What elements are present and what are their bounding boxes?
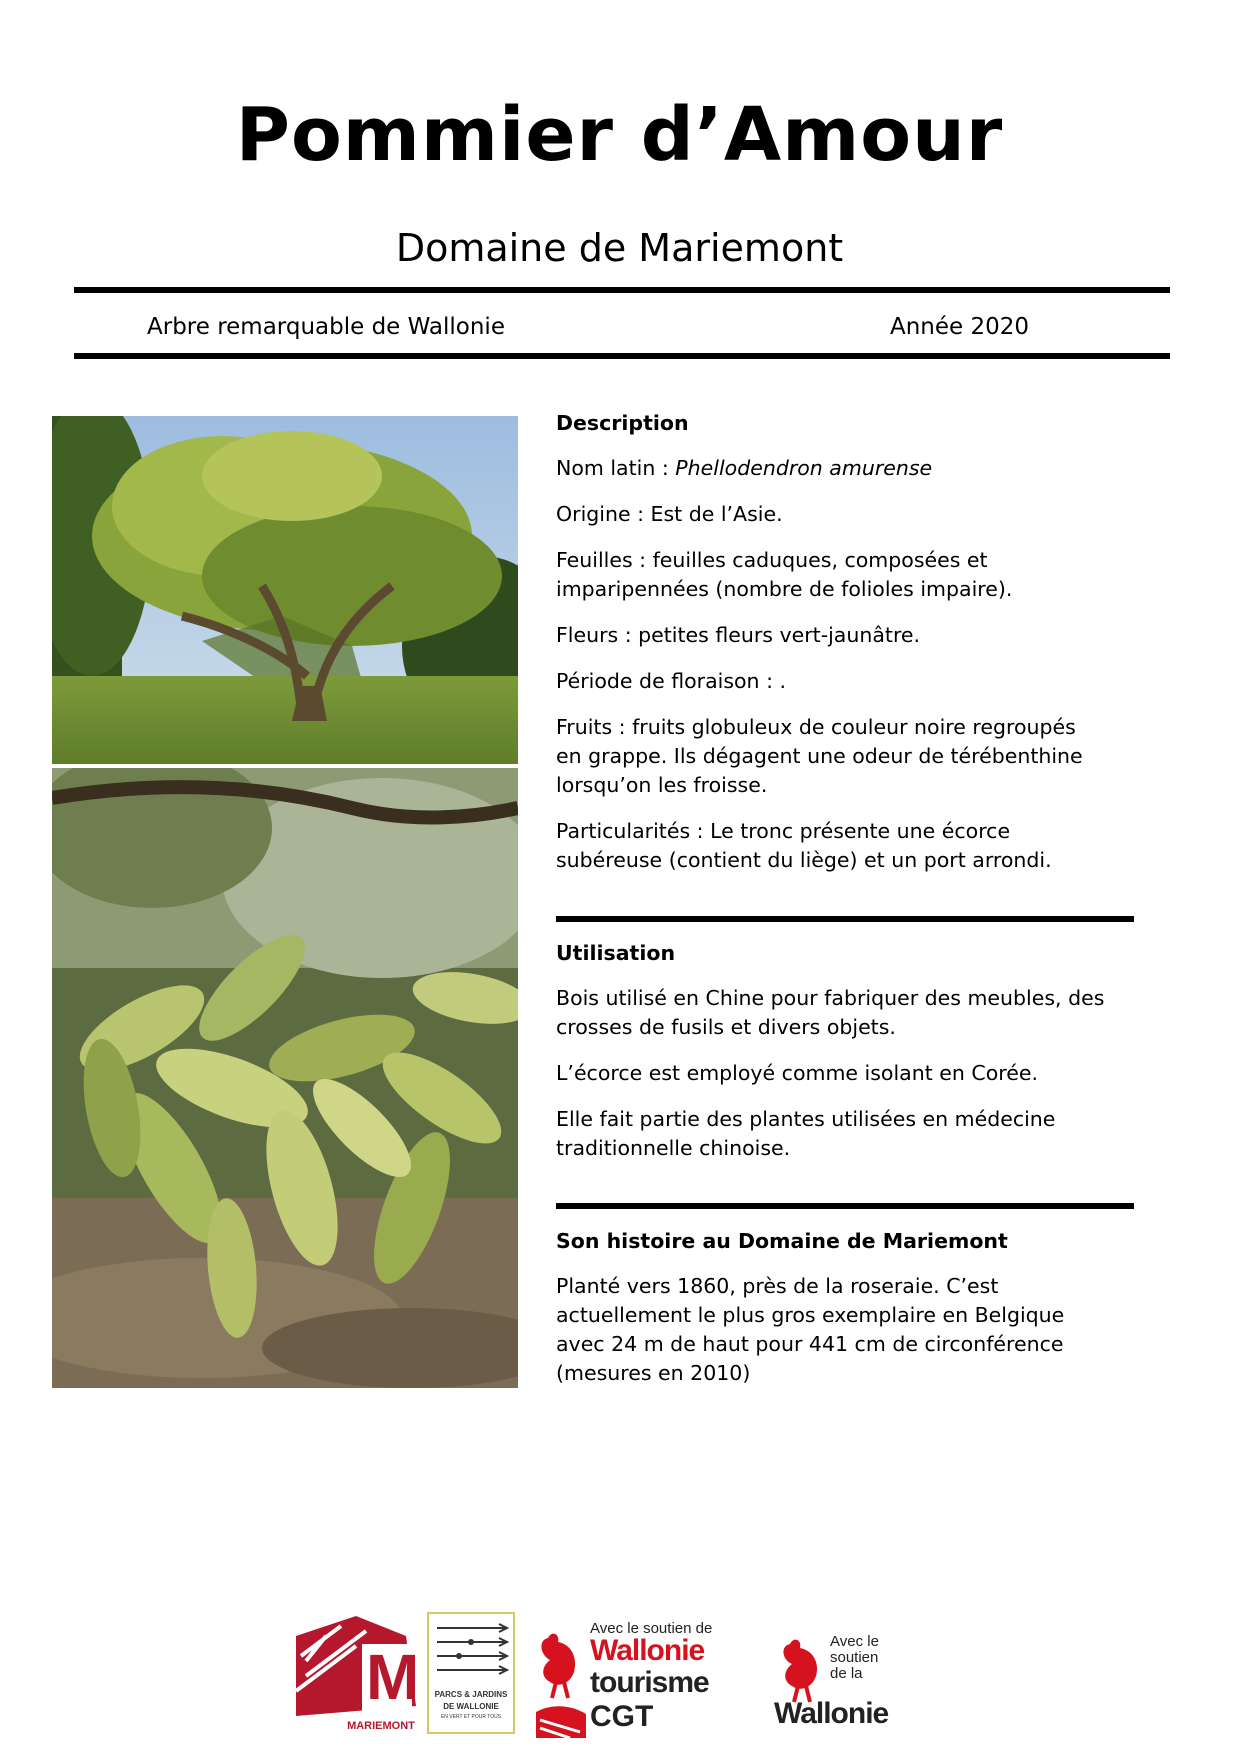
- history-line-3: avec 24 m de haut pour 441 cm de circonférence: [556, 1332, 1064, 1356]
- leaves-photo: [52, 768, 518, 1388]
- origin-text: Origine : Est de l’Asie.: [556, 502, 783, 526]
- soutien-line-2: soutien: [830, 1649, 879, 1666]
- category-label: Arbre remarquable de Wallonie: [147, 314, 505, 340]
- sponsor-logos: [0, 1600, 1239, 1740]
- rooster-icon: [774, 1634, 828, 1704]
- tourisme-wallonie-text: Wallonie: [590, 1634, 705, 1667]
- wallonie-tourisme-logo: [530, 1620, 730, 1738]
- divider: [74, 287, 1170, 293]
- cgt-text: CGT: [590, 1700, 654, 1733]
- mariemont-wordmark: MARIEMONT: [347, 1720, 415, 1732]
- history-heading: Son histoire au Domaine de Mariemont: [556, 1229, 1008, 1253]
- leaves-line-1: Feuilles : feuilles caduques, composées et: [556, 548, 988, 572]
- tourisme-top-text: Avec le soutien de: [590, 1620, 713, 1637]
- parcs-line-3: EN VERT ET POUR TOUS: [440, 1714, 502, 1720]
- particular-line-2: subéreuse (contient du liège) et un port arrondi.: [556, 848, 1052, 872]
- soutien-line-3: de la: [830, 1665, 863, 1682]
- latin-label: Nom latin :: [556, 456, 676, 480]
- flowers-text: Fleurs : petites fleurs vert-jaunâtre.: [556, 623, 921, 647]
- tree-photo: [52, 416, 518, 764]
- history-section: [556, 1227, 1116, 1388]
- mariemont-logo: [296, 1616, 420, 1736]
- usage-medicine-line-1: Elle fait partie des plantes utilisées en médecine: [556, 1107, 1056, 1131]
- page-title: Pommier d’Amour: [235, 92, 1004, 178]
- usage-line-2: crosses de fusils et divers objets.: [556, 1015, 896, 1039]
- flowering-text: Période de floraison : .: [556, 669, 787, 693]
- particular-line-1: Particularités : Le tronc présente une écorce: [556, 819, 1011, 843]
- history-line-2: actuellement le plus gros exemplaire en Belgique: [556, 1303, 1065, 1327]
- description-heading: Description: [556, 411, 689, 435]
- history-line-1: Planté vers 1860, près de la roseraie. C’est: [556, 1274, 999, 1298]
- latin-name: Phellodendron amurense: [675, 456, 933, 480]
- fruits-line-2: en grappe. Ils dégagent une odeur de térébenthine: [556, 744, 1083, 768]
- leaves-line-2: imparipennées (nombre de folioles impaire).: [556, 577, 1013, 601]
- section-divider: [556, 916, 1134, 922]
- wallonie-soutien-logo: [774, 1634, 904, 1734]
- year-label: Année 2020: [890, 314, 1030, 340]
- divider: [74, 353, 1170, 359]
- parcs-line-2: DE WALLONIE: [443, 1702, 499, 1711]
- usage-section: [556, 939, 1116, 1163]
- description-section: [556, 409, 1116, 875]
- latin-name-line: [556, 454, 1116, 483]
- parcs-line-1: PARCS & JARDINS: [434, 1690, 508, 1699]
- history-line-4: (mesures en 2010): [556, 1361, 751, 1385]
- rooster-icon: [530, 1620, 590, 1738]
- section-divider: [556, 1203, 1134, 1209]
- page-subtitle: Domaine de Mariemont: [395, 226, 844, 270]
- soutien-line-1: Avec le: [830, 1633, 879, 1650]
- soutien-wallonie: Wallonie: [774, 1697, 889, 1730]
- usage-heading: Utilisation: [556, 941, 676, 965]
- fruits-line-1: Fruits : fruits globuleux de couleur noire regroupés: [556, 715, 1076, 739]
- parcs-jardins-logo: [427, 1612, 515, 1734]
- fruits-line-3: lorsqu’on les froisse.: [556, 773, 768, 797]
- usage-line-1: Bois utilisé en Chine pour fabriquer des meubles, des: [556, 986, 1105, 1010]
- tourisme-text: tourisme: [590, 1666, 709, 1699]
- usage-medicine-line-2: traditionnelle chinoise.: [556, 1136, 791, 1160]
- mariemont-letter: M: [366, 1641, 420, 1713]
- usage-bark-text: L’écorce est employé comme isolant en Corée.: [556, 1061, 1038, 1085]
